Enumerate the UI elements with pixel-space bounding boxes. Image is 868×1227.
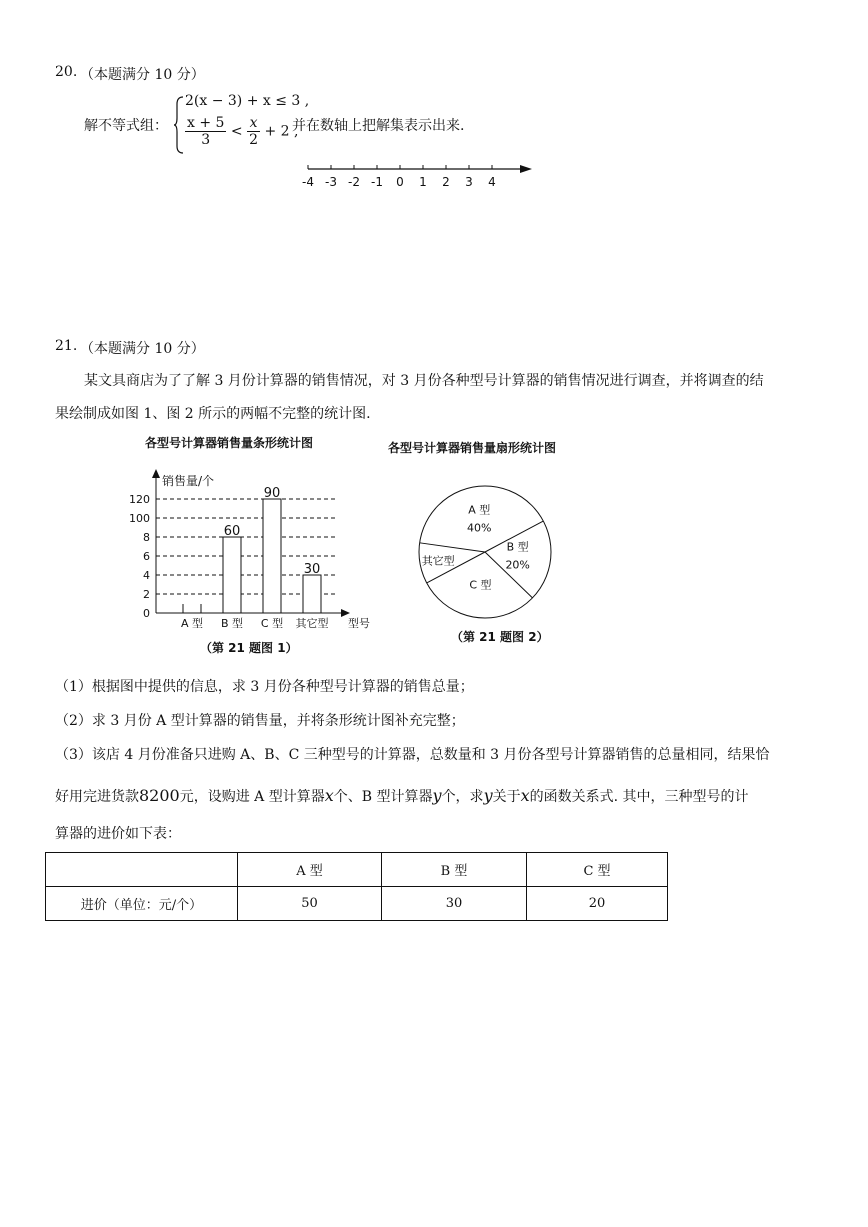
part3-text-a: 好用完进货款 bbox=[55, 789, 139, 805]
number-line-tick-label: -1 bbox=[371, 175, 383, 189]
number-line bbox=[296, 160, 536, 192]
y-tick-label: 8 bbox=[143, 531, 150, 544]
price-table bbox=[45, 852, 668, 921]
pie-slice-percent: 20% bbox=[505, 558, 530, 572]
q21-intro-line1: 某文具商店为了了解 3 月份计算器的销售情况，对 3 月份各种型号计算器的销售情况进行调查，并将调查的结 bbox=[84, 373, 764, 389]
data-label: 90 bbox=[263, 486, 281, 501]
fraction-left-denominator: 3 bbox=[201, 132, 211, 148]
category-label: C 型 bbox=[260, 617, 284, 630]
less-than-sign: < bbox=[230, 123, 243, 140]
pie-slice-label: 其它型 bbox=[421, 554, 455, 568]
table-row bbox=[46, 887, 668, 921]
fraction-left bbox=[185, 115, 226, 148]
y-tick-label: 0 bbox=[143, 607, 150, 620]
number-line-tick-label: -4 bbox=[302, 175, 314, 189]
part3-text-e: 关于 bbox=[492, 789, 521, 805]
variable-y-2: y bbox=[483, 786, 493, 805]
y-axis-label: 销售量/个 bbox=[162, 474, 215, 488]
part3-text-b: 元，设购进 A 型计算器 bbox=[179, 789, 325, 805]
variable-y: y bbox=[432, 786, 442, 805]
q21-score: （本题满分 10 分） bbox=[80, 341, 205, 357]
q21-part3-line1: （3）该店 4 月份准备只进购 A、B、C 三种型号的计算器，总数量和 3 月份各型号计算器销售的总量相同，结果恰 bbox=[55, 747, 770, 763]
variable-x-2: x bbox=[520, 786, 530, 805]
q20-number: 20. bbox=[55, 64, 78, 80]
x-axis-arrow-icon bbox=[341, 609, 350, 617]
bar bbox=[303, 575, 321, 613]
table-cell: 50 bbox=[238, 887, 382, 921]
part3-text-c: 个、B 型计算器 bbox=[333, 789, 433, 805]
number-line-tick-label: 2 bbox=[442, 175, 450, 189]
part3-text-d: 个，求 bbox=[441, 789, 484, 805]
pie-slice-percent: 40% bbox=[467, 521, 492, 535]
pie-chart-title: 各型号计算器销售量扇形统计图 bbox=[388, 441, 557, 455]
y-tick-label: 6 bbox=[143, 550, 150, 563]
table-cell: A 型 bbox=[238, 853, 382, 887]
q21-part3-line2 bbox=[55, 779, 749, 814]
number-line-tick-label: -3 bbox=[325, 175, 337, 189]
number-line-tick-label: 3 bbox=[465, 175, 473, 189]
y-tick-label: 4 bbox=[143, 569, 150, 582]
bar bbox=[223, 537, 241, 613]
number-line-tick-label: 0 bbox=[396, 175, 404, 189]
y-tick-label: 2 bbox=[143, 588, 150, 601]
fraction-left-numerator: x + 5 bbox=[187, 115, 225, 131]
inequality-2-tail: + 2 , bbox=[264, 123, 299, 140]
fraction-right bbox=[247, 115, 260, 148]
q20-lead: 解不等式组： bbox=[84, 118, 168, 134]
number-line-tick-label: 4 bbox=[488, 175, 496, 189]
table-cell: B 型 bbox=[382, 853, 527, 887]
table-cell: 30 bbox=[382, 887, 527, 921]
data-label: 60 bbox=[223, 524, 241, 539]
number-line-tick-label: 1 bbox=[419, 175, 427, 189]
q21-part2: （2）求 3 月份 A 型计算器的销售量，并将条形统计图补充完整； bbox=[55, 713, 465, 729]
inequality-1: 2(x − 3) + x ≤ 3 , bbox=[185, 93, 310, 109]
q21-part3-line3: 算器的进价如下表： bbox=[55, 826, 181, 842]
q21-number: 21. bbox=[55, 338, 78, 354]
q20-instruction: 并在数轴上把解集表示出来. bbox=[292, 118, 465, 134]
inequality-2 bbox=[185, 115, 298, 148]
data-label: 30 bbox=[303, 562, 321, 577]
y-tick-label: 120 bbox=[129, 493, 150, 506]
category-label: 其它型 bbox=[295, 617, 329, 630]
category-label: B 型 bbox=[220, 617, 244, 630]
pie-chart-caption: （第 21 题图 2） bbox=[451, 630, 549, 644]
table-header-row bbox=[46, 853, 668, 887]
number-line-arrow-icon bbox=[520, 165, 532, 173]
category-label: A 型 bbox=[180, 617, 204, 630]
table-cell: 进价（单位：元/个） bbox=[46, 887, 238, 921]
part3-text-f: 的函数关系式. 其中，三种型号的计 bbox=[529, 789, 749, 805]
y-axis-arrow-icon bbox=[152, 469, 160, 478]
variable-x: x bbox=[324, 786, 334, 805]
bar-chart bbox=[120, 465, 380, 655]
q20-score: （本题满分 10 分） bbox=[80, 67, 205, 83]
bar-chart-title: 各型号计算器销售量条形统计图 bbox=[145, 436, 314, 450]
bar bbox=[263, 499, 281, 613]
pie-chart bbox=[410, 470, 570, 630]
system-brace bbox=[173, 96, 185, 154]
fraction-right-numerator: x bbox=[247, 115, 260, 132]
table-cell: 20 bbox=[527, 887, 668, 921]
money-amount: 8200 bbox=[139, 786, 180, 805]
table-cell: C 型 bbox=[527, 853, 668, 887]
q21-part1: （1）根据图中提供的信息，求 3 月份各种型号计算器的销售总量； bbox=[55, 679, 474, 695]
x-axis-label: 型号 bbox=[348, 617, 370, 630]
pie-slice-label: B 型 bbox=[506, 540, 529, 554]
fraction-right-denominator: 2 bbox=[249, 132, 258, 148]
table-cell bbox=[46, 853, 238, 887]
bar-chart-caption: （第 21 题图 1） bbox=[200, 641, 298, 655]
number-line-tick-label: -2 bbox=[348, 175, 360, 189]
pie-slice-label: A 型 bbox=[468, 503, 491, 517]
pie-slice-label: C 型 bbox=[469, 578, 492, 592]
y-tick-label: 100 bbox=[129, 512, 150, 525]
q21-intro-line2: 果绘制成如图 1、图 2 所示的两幅不完整的统计图. bbox=[55, 406, 371, 422]
